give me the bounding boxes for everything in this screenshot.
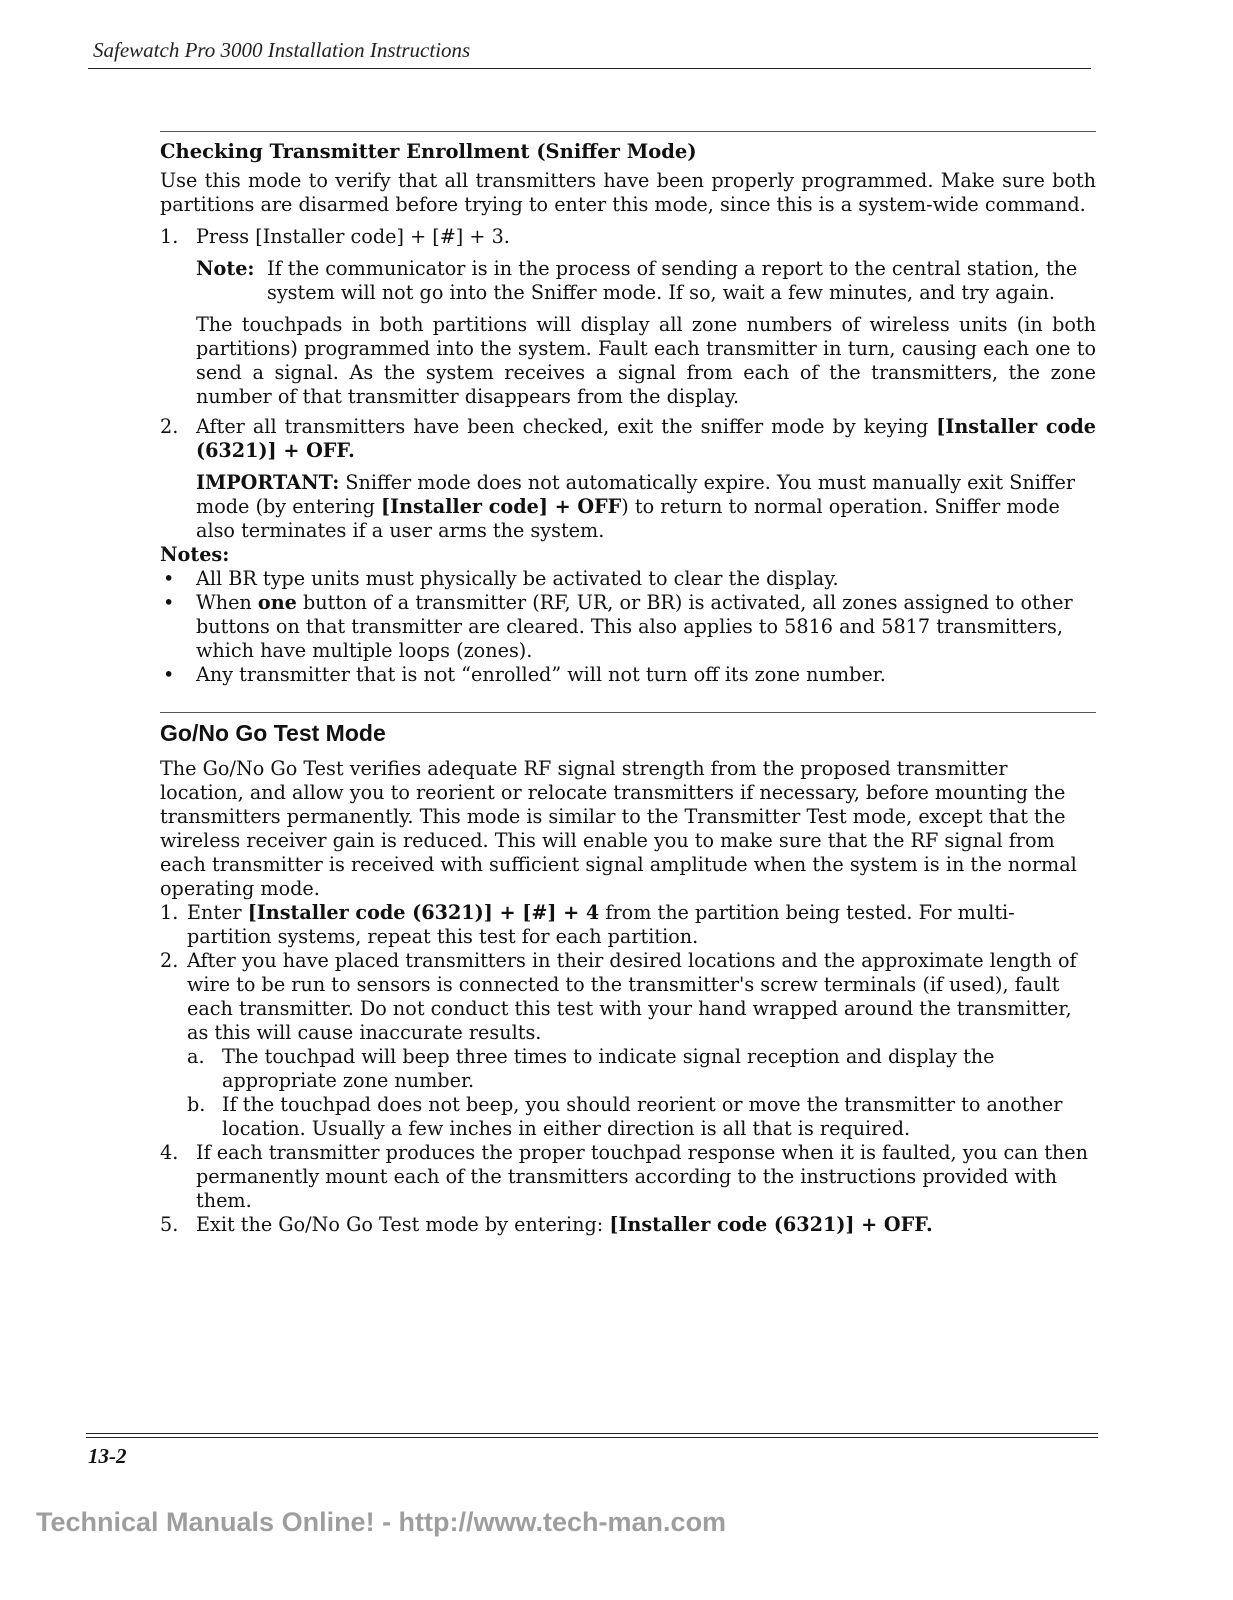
running-header: Safewatch Pro 3000 Installation Instructions <box>93 38 471 62</box>
step-key-sequence: [Installer code (6321)] + [#] + 4 <box>247 901 600 924</box>
sniffer-step-2 <box>160 415 1096 543</box>
notes-label: Notes: <box>160 543 230 566</box>
notes-bullet-2 <box>160 591 1096 663</box>
bullet-icon: • <box>163 591 175 614</box>
step-text-plain: After all transmitters have been checked, exit the sniffer mode by keying <box>196 415 937 438</box>
important-text-a: Sniffer mode does not automatically expire. You must manually exit Sniffer mode (by entering <box>196 471 1076 518</box>
step-text-a: Exit the Go/No Go Test mode by entering: <box>196 1213 610 1236</box>
bullet-text-a: When <box>196 591 258 614</box>
go-no-go-step-5 <box>160 1213 1096 1237</box>
substep-text: The touchpad will beep three times to indicate signal reception and display the appropriate zone number. <box>222 1045 995 1092</box>
notes-bullet-1 <box>160 567 1096 591</box>
bullet-text-b: button of a transmitter (RF, UR, or BR) is activated, all zones assigned to other buttons on that transmitter are cleared. This also applies to 5816 and 5817 transmitters, which have multiple loops (zones). <box>196 591 1073 662</box>
sniffer-note <box>196 257 1096 305</box>
bullet-icon: • <box>163 567 175 590</box>
bullet-text: Any transmitter that is not “enrolled” will not turn off its zone number. <box>196 663 886 686</box>
important-note <box>196 471 1096 543</box>
important-label: IMPORTANT: <box>196 471 340 494</box>
step-number: 1. <box>160 225 179 248</box>
step-text-b: from the partition being tested. For multi-partition systems, repeat this test for each partition. <box>187 901 1015 948</box>
step-text <box>196 415 1096 463</box>
substep-letter: b. <box>187 1093 206 1116</box>
go-no-go-substep-a <box>187 1045 1096 1093</box>
sniffer-intro: Use this mode to verify that all transmitters have been properly programmed. Make sure both partitions are disarmed before trying to enter this mode, since this is a system-wide command. <box>160 169 1096 216</box>
footer-rule <box>86 1433 1098 1434</box>
note-text: If the communicator is in the process of sending a report to the central station, the system will not go into the Sniffer mode. If so, wait a few minutes, and try again. <box>267 257 1078 304</box>
important-key-sequence: [Installer code] + OFF <box>381 495 622 518</box>
section-divider <box>160 131 1096 132</box>
step-number: 2. <box>160 415 179 438</box>
step-number: 1. <box>160 901 179 924</box>
go-no-go-step-2 <box>160 949 1096 1141</box>
step-number: 5. <box>160 1213 179 1236</box>
go-no-go-step-4 <box>160 1141 1096 1213</box>
step-text: If each transmitter produces the proper touchpad response when it is faulted, you can then permanently mount each of the transmitters according to the instructions provided with them. <box>196 1141 1088 1212</box>
step-number: 2. <box>160 949 179 972</box>
go-no-go-step-1 <box>160 901 1096 949</box>
bullet-text-bold: one <box>257 591 297 614</box>
step-text-a: Enter <box>187 901 248 924</box>
sniffer-step-1 <box>160 225 1096 409</box>
watermark: Technical Manuals Online! - http://www.tech-man.com <box>36 1507 727 1537</box>
bullet-text <box>196 591 1096 663</box>
bullet-text: All BR type units must physically be activated to clear the display. <box>196 567 839 590</box>
section-go-no-go-body <box>160 757 1096 1237</box>
notes-bullet-3 <box>160 663 1096 687</box>
footer-rule <box>86 1437 1098 1438</box>
sniffer-touchpad-paragraph: The touchpads in both partitions will display all zone numbers of wireless units (in both partitions) programmed into the system. Fault each transmitter in turn, causing each one to send a signal. As the system receives a signal from each of the transmitters, the zone number of that transmitter disappears from the display. <box>196 313 1096 408</box>
substep-text: If the touchpad does not beep, you should reorient or move the transmitter to another location. Usually a few inches in either direction is all that is required. <box>222 1093 1063 1140</box>
step-number: 4. <box>160 1141 179 1164</box>
step-text <box>187 901 1096 949</box>
bullet-icon: • <box>163 663 175 686</box>
substep-letter: a. <box>187 1045 205 1068</box>
section-sniffer-body <box>160 169 1096 687</box>
step-text: After you have placed transmitters in their desired locations and the approximate length of wire to be run to sensors is connected to the transmitter's screw terminals (if used), fault each transmitter. Do not conduct this test with your hand wrapped around the transmitter, as this will cause inaccurate results. <box>187 949 1077 1044</box>
go-no-go-intro: The Go/No Go Test verifies adequate RF signal strength from the proposed transmitter location, and allow you to reorient or relocate transmitters if necessary, before mounting the transmitters permanently. This mode is similar to the Transmitter Test mode, except that the wireless receiver gain is reduced. This will enable you to make sure that the RF signal from each transmitter is received with sufficient signal amplitude when the system is in the normal operating mode. <box>160 757 1077 900</box>
section-title-go-no-go: Go/No Go Test Mode <box>160 720 386 746</box>
go-no-go-substep-b <box>187 1093 1096 1141</box>
section-title-sniffer-mode: Checking Transmitter Enrollment (Sniffer Mode) <box>160 140 697 163</box>
header-rule <box>88 68 1091 69</box>
page-number: 13-2 <box>88 1444 127 1468</box>
step-key-sequence: [Installer code (6321)] + OFF. <box>609 1213 933 1236</box>
section-divider <box>160 712 1096 713</box>
step-text <box>196 1213 1096 1237</box>
step-text: Press [Installer code] + [#] + 3. <box>196 225 510 248</box>
step-text-key-sequence: [Installer code (6321)] + OFF. <box>196 415 1096 462</box>
note-label: Note: <box>196 257 255 280</box>
important-text-b: ) to return to normal operation. Sniffer mode also terminates if a user arms the system. <box>196 495 1060 542</box>
